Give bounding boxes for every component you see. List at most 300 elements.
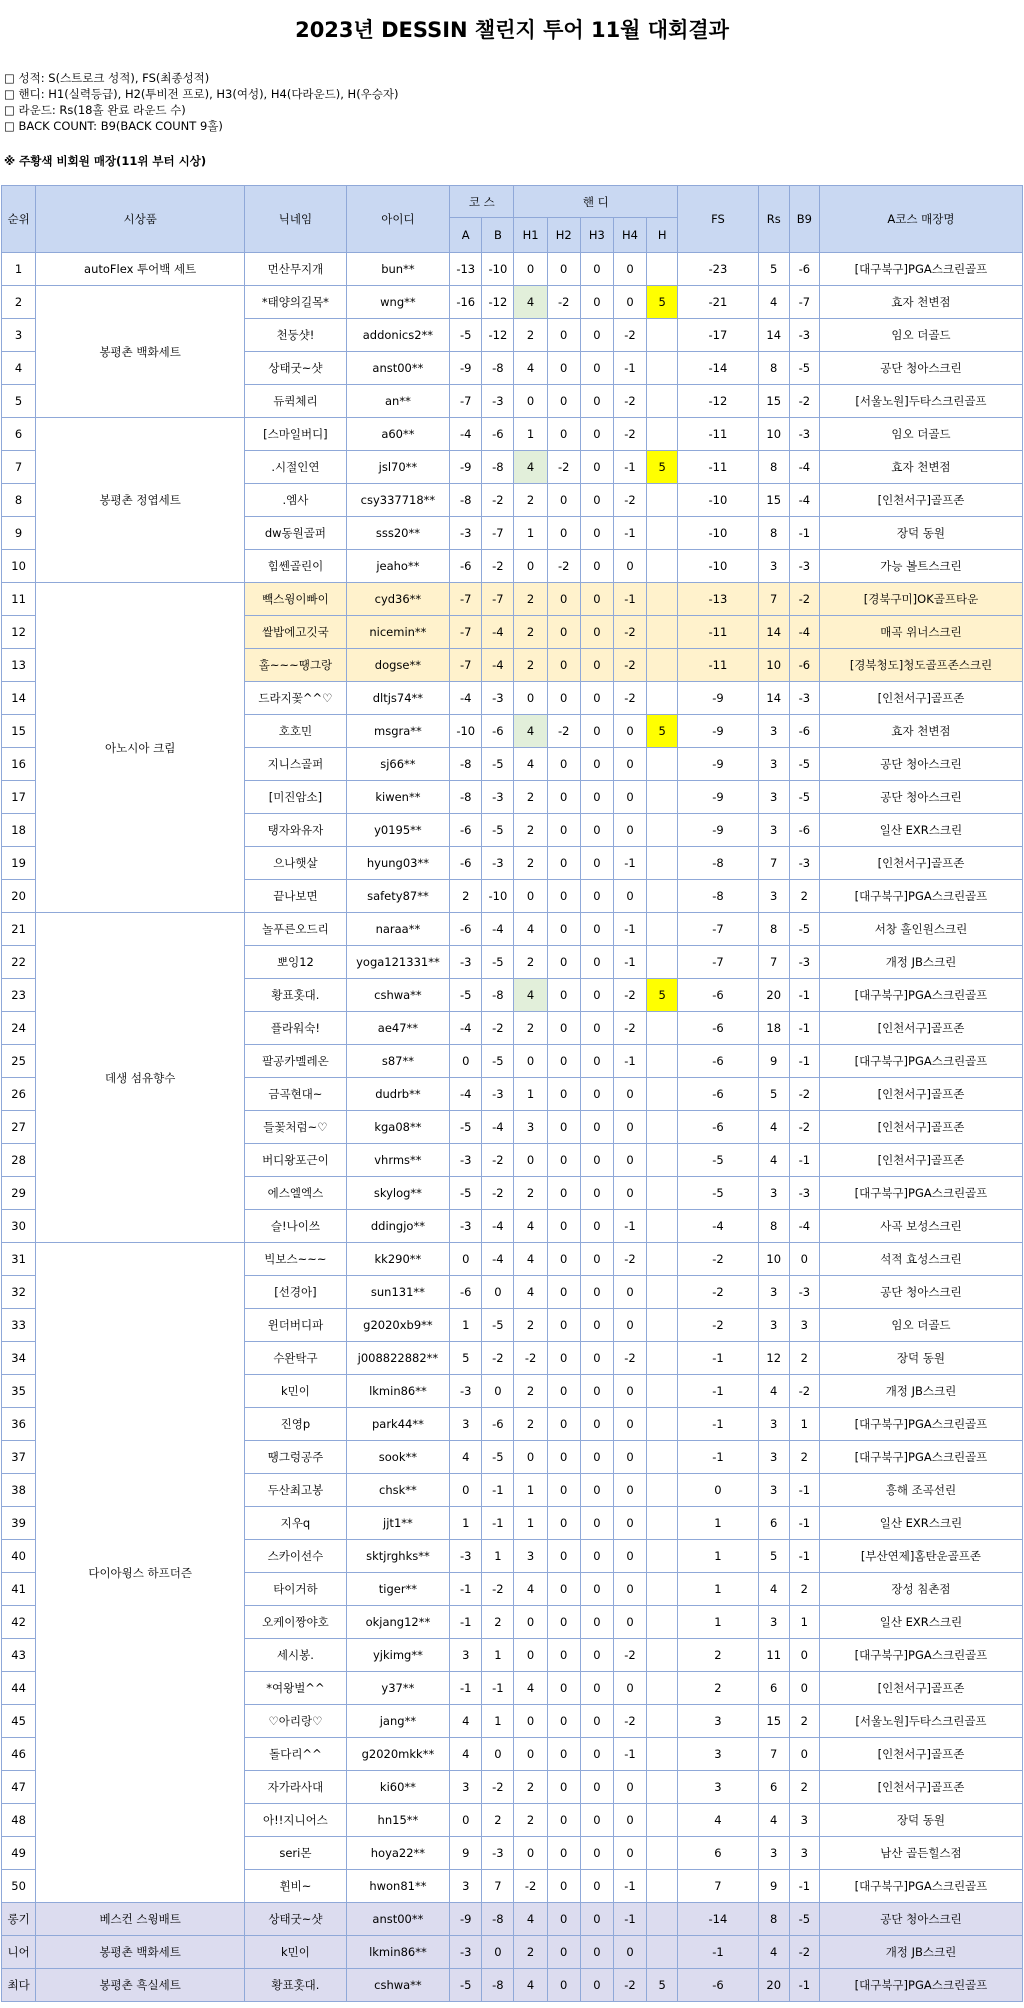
store-cell: 공단 청아스크린 — [819, 1903, 1022, 1936]
rs-cell: 6 — [758, 1672, 789, 1705]
user-id-cell: s87** — [346, 1045, 450, 1078]
rank-cell: 42 — [2, 1606, 36, 1639]
rank-cell: 23 — [2, 979, 36, 1012]
b9-cell: 2 — [789, 1573, 819, 1606]
h-cell: 5 — [647, 1969, 678, 2002]
fs-cell: -6 — [678, 1111, 758, 1144]
h1-cell: 1 — [514, 517, 547, 550]
nickname-cell: 오케이짱야호 — [245, 1606, 346, 1639]
rs-cell: 9 — [758, 1045, 789, 1078]
h4-cell: -2 — [613, 484, 646, 517]
nickname-cell: 듀퀵체리 — [245, 385, 346, 418]
header-nickname: 닉네임 — [245, 186, 346, 253]
rs-cell: 6 — [758, 1507, 789, 1540]
h1-cell: 1 — [514, 1474, 547, 1507]
user-id-cell: yoga121331** — [346, 946, 450, 979]
rank-cell: 48 — [2, 1804, 36, 1837]
b-cell: -5 — [482, 1441, 514, 1474]
h-cell — [647, 583, 678, 616]
h3-cell: 0 — [580, 847, 613, 880]
rs-cell: 6 — [758, 1771, 789, 1804]
b-cell: 1 — [482, 1705, 514, 1738]
nickname-cell: 휜비~ — [245, 1870, 346, 1903]
b-cell: -8 — [482, 1969, 514, 2002]
fs-cell: 2 — [678, 1639, 758, 1672]
h-cell — [647, 418, 678, 451]
b9-cell: -5 — [789, 352, 819, 385]
h4-cell: 0 — [613, 1474, 646, 1507]
h-cell — [647, 1639, 678, 1672]
fs-cell: -5 — [678, 1144, 758, 1177]
header-h2: H2 — [547, 218, 580, 253]
h3-cell: 0 — [580, 1837, 613, 1870]
rank-cell: 9 — [2, 517, 36, 550]
b-cell: -3 — [482, 1078, 514, 1111]
h1-cell: 0 — [514, 880, 547, 913]
b-cell: -4 — [482, 1243, 514, 1276]
h1-cell: 0 — [514, 253, 547, 286]
h-cell — [647, 1474, 678, 1507]
b9-cell: -4 — [789, 616, 819, 649]
a-cell: 3 — [450, 1771, 482, 1804]
nickname-cell: 먼산무지개 — [245, 253, 346, 286]
header-prize: 시상품 — [36, 186, 245, 253]
h-cell — [647, 748, 678, 781]
b9-cell: -2 — [789, 1936, 819, 1969]
store-cell: [인천서구]골프존 — [819, 847, 1022, 880]
nickname-cell: 힘쎈골린이 — [245, 550, 346, 583]
h3-cell: 0 — [580, 1045, 613, 1078]
b-cell: 0 — [482, 1738, 514, 1771]
h3-cell: 0 — [580, 814, 613, 847]
h3-cell: 0 — [580, 352, 613, 385]
b-cell: -5 — [482, 748, 514, 781]
fs-cell: -10 — [678, 517, 758, 550]
b-cell: 0 — [482, 1936, 514, 1969]
h4-cell: 0 — [613, 1771, 646, 1804]
b9-cell: -5 — [789, 913, 819, 946]
h3-cell: 0 — [580, 1012, 613, 1045]
h3-cell: 0 — [580, 1705, 613, 1738]
store-cell: [인천서구]골프존 — [819, 1144, 1022, 1177]
rs-cell: 4 — [758, 286, 789, 319]
user-id-cell: y0195** — [346, 814, 450, 847]
prize-cell: 봉평촌 백화세트 — [36, 1936, 245, 1969]
user-id-cell: jsl70** — [346, 451, 450, 484]
h1-cell: 2 — [514, 1408, 547, 1441]
rs-cell: 8 — [758, 1210, 789, 1243]
a-cell: -8 — [450, 781, 482, 814]
h-cell — [647, 1309, 678, 1342]
b9-cell: 2 — [789, 880, 819, 913]
rank-cell: 20 — [2, 880, 36, 913]
b9-cell: 1 — [789, 1606, 819, 1639]
a-cell: -8 — [450, 748, 482, 781]
h3-cell: 0 — [580, 649, 613, 682]
nickname-cell: 윈더버디파 — [245, 1309, 346, 1342]
h4-cell: -2 — [613, 979, 646, 1012]
header-rs: Rs — [758, 186, 789, 253]
fs-cell: -10 — [678, 484, 758, 517]
store-cell: [대구북구]PGA스크린골프 — [819, 1870, 1022, 1903]
store-cell: 석적 효성스크린 — [819, 1243, 1022, 1276]
h1-cell: 0 — [514, 1639, 547, 1672]
b9-cell: -1 — [789, 1012, 819, 1045]
h-cell — [647, 649, 678, 682]
fs-cell: -21 — [678, 286, 758, 319]
b9-cell: 0 — [789, 1243, 819, 1276]
nickname-cell: 상태굿~샷 — [245, 352, 346, 385]
h4-cell: 0 — [613, 1078, 646, 1111]
rank-cell: 41 — [2, 1573, 36, 1606]
h3-cell: 0 — [580, 1474, 613, 1507]
b9-cell: -5 — [789, 781, 819, 814]
prize-cell: 다이아윙스 하프더즌 — [36, 1243, 245, 1903]
a-cell: -10 — [450, 715, 482, 748]
award-row — [2, 1936, 1023, 1969]
h2-cell: 0 — [547, 1936, 580, 1969]
note-back-count: □ BACK COUNT: B9(BACK COUNT 9홀) — [4, 119, 223, 133]
h1-cell: 4 — [514, 1672, 547, 1705]
store-cell: 남산 골든힐스점 — [819, 1837, 1022, 1870]
nickname-cell: *여왕벌^^ — [245, 1672, 346, 1705]
h2-cell: 0 — [547, 1573, 580, 1606]
nickname-cell: 드라지꽃^^♡ — [245, 682, 346, 715]
h2-cell: 0 — [547, 1474, 580, 1507]
header-user-id: 아이디 — [346, 186, 450, 253]
fs-cell: -6 — [678, 979, 758, 1012]
b-cell: -2 — [482, 484, 514, 517]
b9-cell: -1 — [789, 1540, 819, 1573]
h4-cell: 0 — [613, 286, 646, 319]
h3-cell: 0 — [580, 1309, 613, 1342]
h2-cell: 0 — [547, 1705, 580, 1738]
h2-cell: 0 — [547, 979, 580, 1012]
h-cell — [647, 484, 678, 517]
h-cell — [647, 1375, 678, 1408]
rs-cell: 4 — [758, 1375, 789, 1408]
b9-cell: -2 — [789, 1375, 819, 1408]
b-cell: -3 — [482, 682, 514, 715]
rs-cell: 3 — [758, 715, 789, 748]
user-id-cell: jjt1** — [346, 1507, 450, 1540]
h-cell — [647, 1045, 678, 1078]
rank-cell: 15 — [2, 715, 36, 748]
b9-cell: -1 — [789, 1144, 819, 1177]
h1-cell: 2 — [514, 1804, 547, 1837]
b-cell: -8 — [482, 1903, 514, 1936]
h2-cell: 0 — [547, 847, 580, 880]
h2-cell: 0 — [547, 1837, 580, 1870]
h3-cell: 0 — [580, 550, 613, 583]
rank-cell: 37 — [2, 1441, 36, 1474]
store-cell: [인천서구]골프존 — [819, 1078, 1022, 1111]
store-cell: 공단 청아스크린 — [819, 352, 1022, 385]
rank-cell: 29 — [2, 1177, 36, 1210]
nickname-cell: 세시봉. — [245, 1639, 346, 1672]
a-cell: 9 — [450, 1837, 482, 1870]
a-cell: -6 — [450, 550, 482, 583]
nickname-cell: [스마일버디] — [245, 418, 346, 451]
rs-cell: 10 — [758, 649, 789, 682]
h4-cell: 0 — [613, 1375, 646, 1408]
b-cell: -4 — [482, 616, 514, 649]
rank-cell: 49 — [2, 1837, 36, 1870]
user-id-cell: okjang12** — [346, 1606, 450, 1639]
store-cell: 서창 홀인원스크린 — [819, 913, 1022, 946]
h2-cell: 0 — [547, 1342, 580, 1375]
a-cell: -7 — [450, 649, 482, 682]
rs-cell: 3 — [758, 880, 789, 913]
header-b9: B9 — [789, 186, 819, 253]
fs-cell: -4 — [678, 1210, 758, 1243]
h1-cell: -2 — [514, 1342, 547, 1375]
h3-cell: 0 — [580, 286, 613, 319]
b-cell: -4 — [482, 1111, 514, 1144]
header-h1: H1 — [514, 218, 547, 253]
fs-cell: -10 — [678, 550, 758, 583]
rs-cell: 20 — [758, 1969, 789, 2002]
header-course: 코 스 — [450, 186, 514, 218]
header-h4: H4 — [613, 218, 646, 253]
store-cell: [인천서구]골프존 — [819, 484, 1022, 517]
h3-cell: 0 — [580, 1606, 613, 1639]
h2-cell: 0 — [547, 1144, 580, 1177]
rank-cell: 44 — [2, 1672, 36, 1705]
store-cell: [서울노원]두타스크린골프 — [819, 1705, 1022, 1738]
prize-cell: 아노시아 크림 — [36, 583, 245, 913]
h1-cell: 4 — [514, 451, 547, 484]
h3-cell: 0 — [580, 616, 613, 649]
nickname-cell: 끝나보면 — [245, 880, 346, 913]
nickname-cell: 아!!지니어스 — [245, 1804, 346, 1837]
rs-cell: 11 — [758, 1639, 789, 1672]
rank-cell: 40 — [2, 1540, 36, 1573]
rs-cell: 4 — [758, 1573, 789, 1606]
award-row — [2, 1903, 1023, 1936]
h2-cell: 0 — [547, 616, 580, 649]
h2-cell: -2 — [547, 550, 580, 583]
rank-cell: 3 — [2, 319, 36, 352]
h4-cell: -2 — [613, 682, 646, 715]
h3-cell: 0 — [580, 979, 613, 1012]
h2-cell: 0 — [547, 517, 580, 550]
rs-cell: 3 — [758, 1837, 789, 1870]
h3-cell: 0 — [580, 1441, 613, 1474]
b9-cell: -3 — [789, 682, 819, 715]
rs-cell: 3 — [758, 1474, 789, 1507]
b9-cell: -3 — [789, 418, 819, 451]
h3-cell: 0 — [580, 1870, 613, 1903]
h1-cell: 3 — [514, 1111, 547, 1144]
h-cell — [647, 616, 678, 649]
rank-cell: 7 — [2, 451, 36, 484]
user-id-cell: skylog** — [346, 1177, 450, 1210]
fs-cell: 1 — [678, 1540, 758, 1573]
h4-cell: -1 — [613, 517, 646, 550]
rs-cell: 20 — [758, 979, 789, 1012]
fs-cell: -12 — [678, 385, 758, 418]
h-cell — [647, 1870, 678, 1903]
store-cell: [부산연제]홈탄운골프존 — [819, 1540, 1022, 1573]
a-cell: 4 — [450, 1441, 482, 1474]
store-cell: 장성 침촌점 — [819, 1573, 1022, 1606]
b-cell: -7 — [482, 517, 514, 550]
fs-cell: 1 — [678, 1606, 758, 1639]
fs-cell: -8 — [678, 880, 758, 913]
header-fs: FS — [678, 186, 758, 253]
rank-cell: 16 — [2, 748, 36, 781]
h3-cell: 0 — [580, 1903, 613, 1936]
b-cell: -2 — [482, 1012, 514, 1045]
b-cell: -3 — [482, 847, 514, 880]
fs-cell: -2 — [678, 1276, 758, 1309]
rank-cell: 14 — [2, 682, 36, 715]
h3-cell: 0 — [580, 781, 613, 814]
fs-cell: 1 — [678, 1573, 758, 1606]
b-cell: -5 — [482, 1045, 514, 1078]
a-cell: 2 — [450, 880, 482, 913]
b9-cell: -3 — [789, 550, 819, 583]
fs-cell: 7 — [678, 1870, 758, 1903]
store-cell: 흥해 조곡선린 — [819, 1474, 1022, 1507]
rs-cell: 3 — [758, 1441, 789, 1474]
b-cell: -7 — [482, 583, 514, 616]
nickname-cell: 수완탁구 — [245, 1342, 346, 1375]
user-id-cell: hoya22** — [346, 1837, 450, 1870]
h-cell — [647, 1177, 678, 1210]
rs-cell: 10 — [758, 1243, 789, 1276]
h3-cell: 0 — [580, 1804, 613, 1837]
b9-cell: -6 — [789, 649, 819, 682]
nickname-cell: 돌다리^^ — [245, 1738, 346, 1771]
h2-cell: 0 — [547, 1111, 580, 1144]
b9-cell: -2 — [789, 583, 819, 616]
b9-cell: 3 — [789, 1804, 819, 1837]
b9-cell: -1 — [789, 1507, 819, 1540]
a-cell: -6 — [450, 847, 482, 880]
h2-cell: 0 — [547, 385, 580, 418]
nickname-cell: 천둥샷! — [245, 319, 346, 352]
user-id-cell: yjkimg** — [346, 1639, 450, 1672]
store-cell: 일산 EXR스크린 — [819, 814, 1022, 847]
b-cell: -3 — [482, 781, 514, 814]
h1-cell: 1 — [514, 1507, 547, 1540]
user-id-cell: safety87** — [346, 880, 450, 913]
h3-cell: 0 — [580, 583, 613, 616]
user-id-cell: kiwen** — [346, 781, 450, 814]
h-cell — [647, 1738, 678, 1771]
h1-cell: 2 — [514, 1375, 547, 1408]
note-score: □ 성적: S(스트로크 성적), FS(최종성적) — [4, 71, 210, 85]
prize-cell: 봉평촌 흑실세트 — [36, 1969, 245, 2002]
rank-cell: 36 — [2, 1408, 36, 1441]
user-id-cell: lkmin86** — [346, 1936, 450, 1969]
h1-cell: 2 — [514, 1177, 547, 1210]
header-rank: 순위 — [2, 186, 36, 253]
table-row — [2, 913, 1023, 946]
h4-cell: -1 — [613, 583, 646, 616]
h2-cell: 0 — [547, 946, 580, 979]
h4-cell: 0 — [613, 1804, 646, 1837]
b-cell: -3 — [482, 385, 514, 418]
rank-cell: 32 — [2, 1276, 36, 1309]
h-cell — [647, 814, 678, 847]
b9-cell: -3 — [789, 319, 819, 352]
rank-cell: 30 — [2, 1210, 36, 1243]
h-cell — [647, 682, 678, 715]
a-cell: -1 — [450, 1573, 482, 1606]
b-cell: -8 — [482, 979, 514, 1012]
b-cell: -1 — [482, 1672, 514, 1705]
b-cell: -5 — [482, 1309, 514, 1342]
award-type-cell: 니어 — [2, 1936, 36, 1969]
note-round: □ 라운드: Rs(18홀 완료 라운드 수) — [4, 103, 186, 117]
h3-cell: 0 — [580, 484, 613, 517]
rs-cell: 10 — [758, 418, 789, 451]
a-cell: 3 — [450, 1870, 482, 1903]
rs-cell: 4 — [758, 1804, 789, 1837]
a-cell: 0 — [450, 1474, 482, 1507]
h1-cell: 4 — [514, 715, 547, 748]
h2-cell: -2 — [547, 715, 580, 748]
h2-cell: 0 — [547, 649, 580, 682]
rs-cell: 5 — [758, 1078, 789, 1111]
h4-cell: -1 — [613, 1903, 646, 1936]
h4-cell: -2 — [613, 319, 646, 352]
h3-cell: 0 — [580, 715, 613, 748]
h1-cell: 2 — [514, 847, 547, 880]
store-cell: [대구북구]PGA스크린골프 — [819, 1639, 1022, 1672]
a-cell: -3 — [450, 1936, 482, 1969]
fs-cell: -5 — [678, 1177, 758, 1210]
b9-cell: -3 — [789, 946, 819, 979]
a-cell: -1 — [450, 1672, 482, 1705]
h2-cell: 0 — [547, 1177, 580, 1210]
h-cell — [647, 1903, 678, 1936]
a-cell: -5 — [450, 319, 482, 352]
rank-cell: 5 — [2, 385, 36, 418]
h1-cell: 4 — [514, 1573, 547, 1606]
store-cell: 개정 JB스크린 — [819, 946, 1022, 979]
prize-cell: 봉평촌 정엽세트 — [36, 418, 245, 583]
h4-cell: 0 — [613, 814, 646, 847]
a-cell: 0 — [450, 1045, 482, 1078]
user-id-cell: hyung03** — [346, 847, 450, 880]
user-id-cell: nicemin** — [346, 616, 450, 649]
store-cell: 임오 더골드 — [819, 319, 1022, 352]
nickname-cell: 홀~~~땡그랑 — [245, 649, 346, 682]
rank-cell: 13 — [2, 649, 36, 682]
user-id-cell: lkmin86** — [346, 1375, 450, 1408]
a-cell: -6 — [450, 913, 482, 946]
rank-cell: 43 — [2, 1639, 36, 1672]
h1-cell: 0 — [514, 1606, 547, 1639]
b-cell: -8 — [482, 352, 514, 385]
b9-cell: -3 — [789, 1276, 819, 1309]
h3-cell: 0 — [580, 1342, 613, 1375]
table-row — [2, 286, 1023, 319]
rs-cell: 14 — [758, 682, 789, 715]
fs-cell: -1 — [678, 1375, 758, 1408]
h4-cell: -1 — [613, 1045, 646, 1078]
h3-cell: 0 — [580, 1540, 613, 1573]
b9-cell: 2 — [789, 1705, 819, 1738]
b9-cell: -3 — [789, 1177, 819, 1210]
h4-cell: -2 — [613, 649, 646, 682]
h3-cell: 0 — [580, 1111, 613, 1144]
h4-cell: 0 — [613, 1276, 646, 1309]
